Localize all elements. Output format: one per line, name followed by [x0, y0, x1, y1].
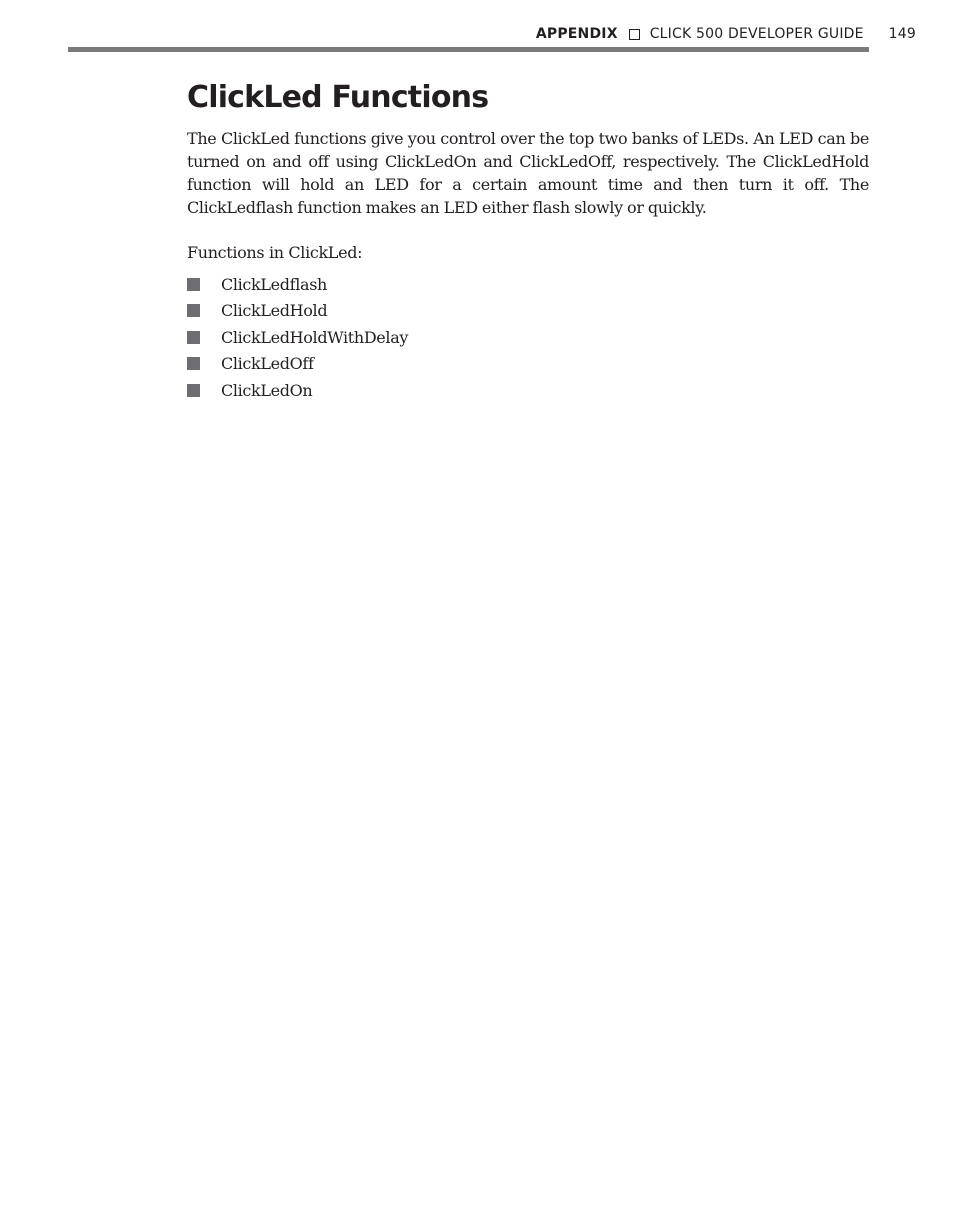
- header-section: APPENDIX: [535, 26, 618, 42]
- header-separator-box-icon: [629, 29, 640, 40]
- function-name: ClickLedHoldWithDelay: [221, 327, 409, 347]
- function-name: ClickLedOn: [221, 380, 313, 400]
- function-name: ClickLedOff: [221, 354, 314, 374]
- header-guide-title: CLICK 500 DEVELOPER GUIDE: [649, 26, 864, 42]
- function-list: [187, 271, 408, 404]
- list-item: [187, 377, 408, 404]
- page-number: 149: [888, 26, 916, 42]
- header-rule: [68, 47, 869, 52]
- square-bullet-icon: [187, 357, 200, 370]
- list-item: [187, 324, 408, 351]
- list-item: [187, 298, 408, 325]
- running-header: [536, 26, 916, 42]
- page-title: ClickLed Functions: [187, 80, 489, 115]
- list-intro: Functions in ClickLed:: [187, 243, 363, 262]
- function-name: ClickLedHold: [221, 301, 328, 321]
- square-bullet-icon: [187, 304, 200, 317]
- function-name: ClickLedflash: [221, 274, 328, 294]
- intro-paragraph: The ClickLed functions give you control over the top two banks of LEDs. An LED can be turned on and off using ClickLedOn and ClickLedOff, respectively. The ClickLedHold function will hold an LED for a certain amount time and then turn it off. The ClickLedflash function makes an LED either flash slowly or quickly.: [187, 129, 869, 217]
- list-item: [187, 271, 408, 298]
- square-bullet-icon: [187, 331, 200, 344]
- square-bullet-icon: [187, 278, 200, 291]
- square-bullet-icon: [187, 384, 200, 397]
- list-item: [187, 351, 408, 378]
